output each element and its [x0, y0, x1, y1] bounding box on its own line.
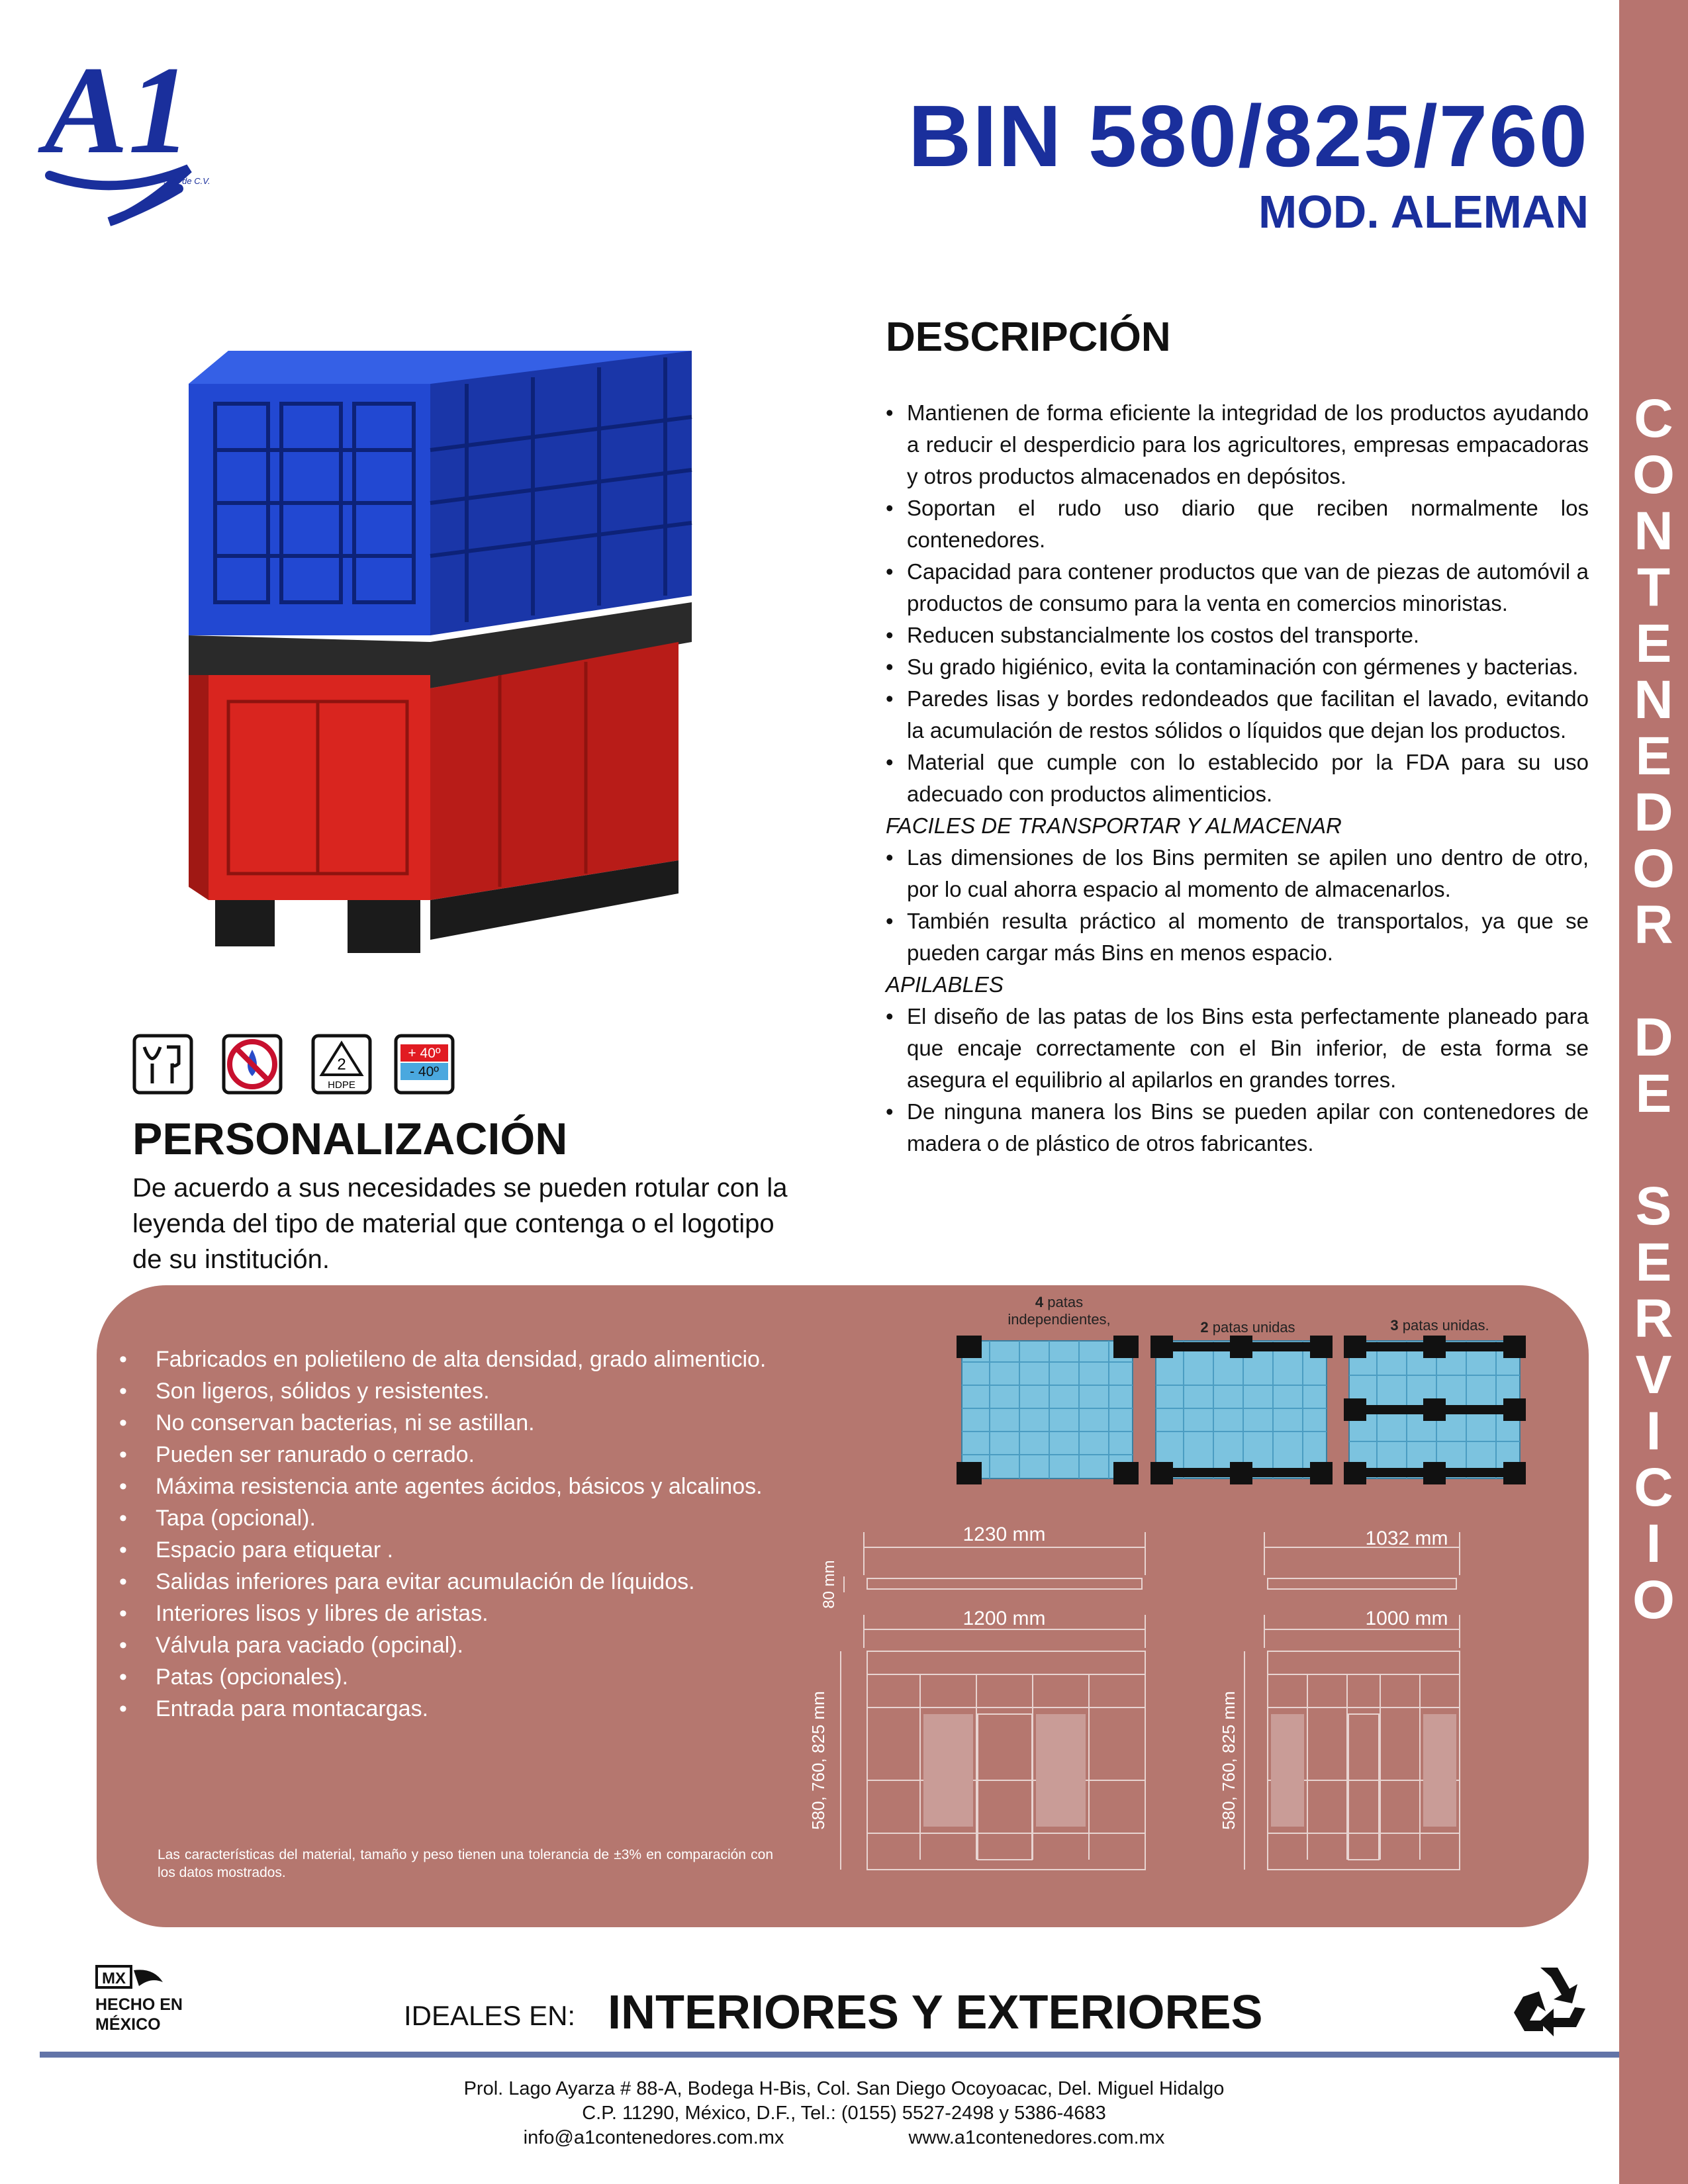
a1-logo: [36, 33, 235, 232]
description-item: • Capacidad para contener productos que van de piezas de automóvil a productos de consumo para la venta en comercios minoristas.: [886, 556, 1589, 619]
description-heading: DESCRIPCIÓN: [886, 314, 1171, 360]
temp-low: - 40º: [410, 1064, 439, 1079]
feet-option-2-text: patas unidas: [1212, 1319, 1295, 1336]
side-band-letter: I: [1646, 1514, 1662, 1574]
temperature-range-icon: [394, 1034, 455, 1095]
feet-option-1-number: 4: [1035, 1294, 1044, 1310]
spec-item: • Pueden ser ranurado o cerrado.: [119, 1439, 794, 1471]
description-item: • Soportan el rudo uso diario que reciben normalmente los contenedores.: [886, 492, 1589, 556]
logo-suffix: S.A. de C.V.: [164, 176, 211, 186]
spec-item: • Espacio para etiquetar .: [119, 1534, 794, 1566]
feet-diagram-4-independent: [957, 1336, 1139, 1484]
description-item: • Material que cumple con lo establecido por la FDA para su uso adecuado con productos alimenticios.: [886, 747, 1589, 810]
email-link[interactable]: info@a1contenedores.com.mx: [523, 2127, 784, 2148]
box-length-label: 1200 mm: [962, 1608, 1046, 1629]
description-subheading-stackable: APILABLES: [886, 972, 1004, 997]
side-band-letter: E: [1635, 1064, 1672, 1124]
side-band-letter: O: [1632, 1570, 1675, 1630]
feet-diagram-3-joined: [1344, 1336, 1526, 1484]
feet-option-2-label: [1155, 1319, 1340, 1336]
spec-item: • Fabricados en polietileno de alta densidad, grado alimenticio.: [119, 1343, 794, 1375]
side-band: [1619, 0, 1688, 2184]
hecho-en-mexico-logo: [93, 1962, 199, 2035]
made-line1: HECHO EN: [95, 1995, 183, 2014]
description-item: • Reducen substancialmente los costos del transporte.: [886, 619, 1589, 651]
side-band-letter: V: [1635, 1345, 1672, 1405]
side-band-letter: O: [1632, 445, 1675, 505]
side-band-letter: T: [1636, 557, 1671, 617]
feet-option-3-label: [1347, 1317, 1532, 1334]
ideales-main: INTERIORES Y EXTERIORES: [608, 1986, 1263, 2039]
description-item: • Las dimensiones de los Bins permiten se apilen uno dentro de otro, por lo cual ahorra espacio al momento de almacenarlos.: [886, 842, 1589, 905]
address-line-1: Prol. Lago Ayarza # 88-A, Bodega H-Bis, Col. San Diego Ocoyoacac, Del. Miguel Hidalgo: [463, 2078, 1225, 2099]
tolerance-note: Las características del material, tamaño y peso tienen una tolerancia de ±3% en comparación con los datos mostrados.: [158, 1847, 773, 1880]
spec-item: • Tapa (opcional).: [119, 1502, 794, 1534]
description-item: • También resulta práctico al momento de transportalos, ya que se pueden cargar más Bins en menos espacio.: [886, 905, 1589, 969]
side-band-letter: C: [1634, 388, 1673, 449]
feet-option-1-text2: independientes,: [1008, 1311, 1111, 1328]
description-item: • Mantienen de forma eficiente la integridad de los productos ayudando a reducir el desperdicio para los agricultores, empresas empacadoras y otros productos almacenados en depósitos.: [886, 397, 1589, 492]
certification-icons: [132, 1034, 463, 1093]
description-item: • Paredes lisas y bordes redondeados que facilitan el lavado, evitando la acumulación de restos sólidos o líquidos que dejan los productos.: [886, 683, 1589, 747]
feet-option-3-number: 3: [1390, 1317, 1399, 1334]
feet-option-2-number: 2: [1200, 1319, 1209, 1336]
side-band-letter: D: [1634, 782, 1673, 842]
description-item: • De ninguna manera los Bins se pueden apilar con contenedores de madera o de plástico de otros fabricantes.: [886, 1096, 1589, 1160]
website-link[interactable]: www.a1contenedores.com.mx: [908, 2127, 1165, 2148]
footer-divider: [40, 2052, 1619, 2058]
made-line2: MÉXICO: [95, 2015, 161, 2034]
lid-width-label: 1032 mm: [1365, 1527, 1448, 1549]
box-height-right-label: 580, 760, 825 mm: [1219, 1691, 1239, 1830]
feet-option-3-text: patas unidas.: [1402, 1317, 1489, 1334]
description-item: • El diseño de las patas de los Bins esta perfectamente planeado para que encaje correctamente con el Bin inferior, de esta forma se asegura el equilibrio al apilarlos en grandes torres.: [886, 1001, 1589, 1096]
side-band-letter: I: [1646, 1401, 1662, 1461]
spec-item: • Salidas inferiores para evitar acumulación de líquidos.: [119, 1566, 794, 1598]
personalization-heading: PERSONALIZACIÓN: [132, 1114, 568, 1164]
spec-item: • Entrada para montacargas.: [119, 1693, 794, 1725]
specs-list: [119, 1343, 794, 1725]
side-band-letter: O: [1632, 839, 1675, 899]
side-band-letter: E: [1635, 1232, 1672, 1293]
feet-option-1-text: patas: [1047, 1294, 1084, 1310]
recycle-code: 2: [337, 1056, 346, 1073]
food-safe-icon: [132, 1034, 193, 1095]
side-band-letter: N: [1634, 670, 1673, 730]
spec-item: • Patas (opcionales).: [119, 1661, 794, 1693]
lid-length-label: 1230 mm: [962, 1524, 1046, 1545]
description-subheading-transport: FACILES DE TRANSPORTAR Y ALMACENAR: [886, 813, 1342, 838]
no-liquid-contamination-icon: [222, 1034, 283, 1095]
spec-item: • No conservan bacterias, ni se astillan.: [119, 1407, 794, 1439]
side-band-letter: C: [1634, 1457, 1673, 1518]
product-title: BIN 580/825/760: [908, 87, 1589, 185]
side-band-letter: S: [1635, 1176, 1672, 1236]
lid-height-label: 80 mm: [820, 1560, 838, 1609]
side-band-letter: E: [1635, 726, 1672, 786]
ideales-prefix: IDEALES EN:: [404, 2000, 576, 2031]
product-photo: [189, 331, 705, 993]
spec-item: • Máxima resistencia ante agentes ácidos, básicos y alcalinos.: [119, 1471, 794, 1502]
spec-item: • Interiores lisos y libres de aristas.: [119, 1598, 794, 1629]
recycle-label: HDPE: [328, 1079, 355, 1091]
side-band-letter: R: [1634, 1289, 1673, 1349]
side-band-text: [1619, 390, 1688, 1628]
dimension-drawings: [804, 1516, 1585, 1886]
feet-option-1-label: [973, 1294, 1145, 1328]
address-line-2: C.P. 11290, México, D.F., Tel.: (0155) 5527-2498 y 5386-4683: [582, 2103, 1106, 2124]
side-band-letter: R: [1634, 895, 1673, 955]
description-item: • Su grado higiénico, evita la contaminación con gérmenes y bacterias.: [886, 651, 1589, 683]
box-height-left-label: 580, 760, 825 mm: [808, 1691, 828, 1830]
spec-item: • Válvula para vaciado (opcinal).: [119, 1629, 794, 1661]
product-subtitle: MOD. ALEMAN: [1258, 186, 1589, 238]
side-band-letter: E: [1635, 614, 1672, 674]
box-width-label: 1000 mm: [1365, 1608, 1448, 1629]
made-mx: MX: [102, 1970, 126, 1987]
feet-diagram-2-joined: [1150, 1336, 1333, 1484]
recycle-icon: [1506, 1962, 1592, 2042]
side-band-letter: N: [1634, 501, 1673, 561]
side-band-letter: D: [1634, 1007, 1673, 1068]
temp-high: + 40º: [408, 1046, 441, 1061]
logo-text: A1: [44, 41, 191, 180]
personalization-text: De acuerdo a sus necesidades se pueden rotular con la leyenda del tipo de material que contenga o el logotipo de su institución.: [132, 1173, 788, 1274]
contact-address: [0, 2077, 1688, 2150]
spec-item: • Son ligeros, sólidos y resistentes.: [119, 1375, 794, 1407]
recycle-hdpe-icon: [311, 1034, 372, 1095]
description-list: [886, 397, 1589, 1160]
